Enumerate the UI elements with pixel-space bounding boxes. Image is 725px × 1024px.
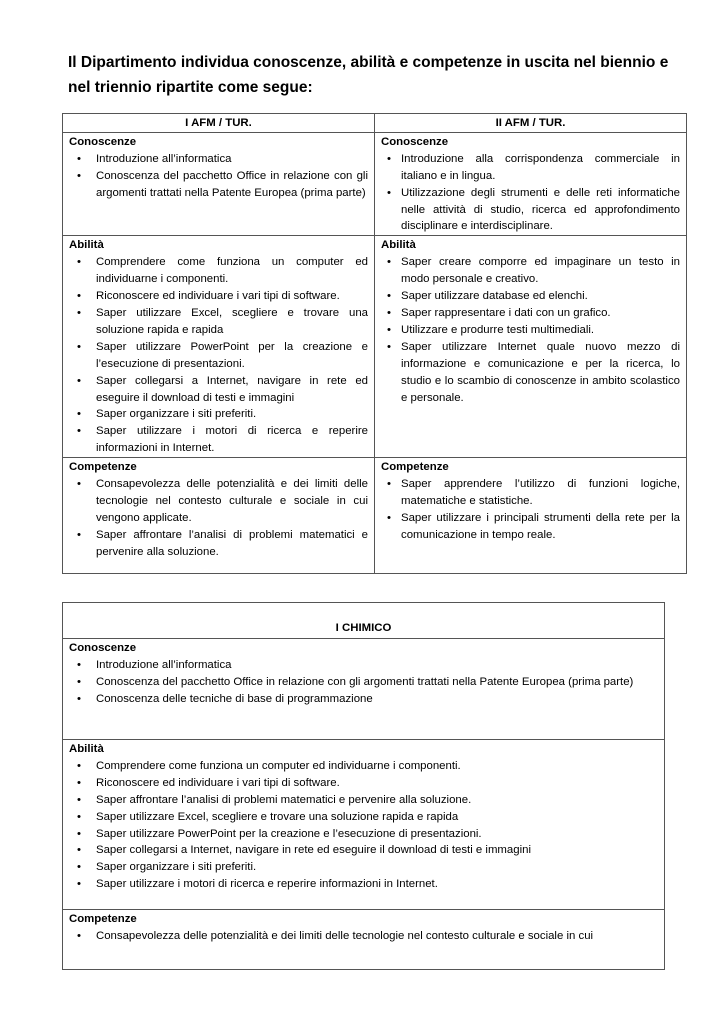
table-chimico <box>62 602 665 970</box>
cell-abilita <box>63 740 665 910</box>
list-item: • Consapevolezza delle potenzialità e dei limiti delle tecnologie nel contesto culturale e sociale in cui <box>96 928 658 945</box>
list-item: • Comprendere come funziona un computer ed individuarne i componenti. <box>96 254 368 288</box>
list-item: • Riconoscere ed individuare i vari tipi di software. <box>96 288 368 305</box>
bullet-list <box>69 657 658 708</box>
cell-col2-competenze <box>375 458 687 574</box>
section-label: Conoscenze <box>69 642 137 654</box>
list-item: • Saper utilizzare i motori di ricerca e reperire informazioni in Internet. <box>96 876 658 893</box>
list-item: • Conoscenza del pacchetto Office in relazione con gli argomenti trattati nella Patente Europea (prima parte) <box>96 168 368 202</box>
bullet-list <box>69 151 368 202</box>
cell-col1-abilita <box>63 236 375 458</box>
bullet-list <box>69 476 368 561</box>
list-item: • Conoscenza del pacchetto Office in relazione con gli argomenti trattati nella Patente Europea (prima parte) <box>96 674 658 691</box>
list-item: • Saper utilizzare Excel, scegliere e trovare una soluzione rapida e rapida <box>96 809 658 826</box>
bullet-list <box>69 928 658 945</box>
section-label: Abilità <box>69 743 104 755</box>
section-label: Competenze <box>381 461 449 474</box>
header-i-chimico: I CHIMICO <box>63 603 665 639</box>
list-item: • Riconoscere ed individuare i vari tipi di software. <box>96 775 658 792</box>
list-item: • Introduzione alla corrispondenza commerciale in italiano e in lingua. <box>401 151 680 185</box>
list-item: • Introduzione all’informatica <box>96 657 658 674</box>
page-title: Il Dipartimento individua conoscenze, abilità e competenze in uscita nel biennio e nel triennio ripartite come segue: <box>68 54 669 96</box>
list-item: • Saper creare comporre ed impaginare un testo in modo personale e creativo. <box>401 254 680 288</box>
cell-col1-competenze <box>63 458 375 574</box>
list-item: • Saper affrontare l’analisi di problemi matematici e pervenire alla soluzione. <box>96 792 658 809</box>
list-item: • Saper apprendere l’utilizzo di funzioni logiche, matematiche e statistiche. <box>401 476 680 510</box>
list-item: • Saper utilizzare PowerPoint per la creazione e l’esecuzione di presentazioni. <box>96 339 368 373</box>
header-i-afm: I AFM / TUR. <box>63 114 375 133</box>
list-item: • Saper organizzare i siti preferiti. <box>96 859 658 876</box>
bullet-list <box>381 254 680 406</box>
list-item: • Comprendere come funziona un computer ed individuarne i componenti. <box>96 758 658 775</box>
list-item: • Introduzione all’informatica <box>96 151 368 168</box>
list-item: • Saper rappresentare i dati con un grafico. <box>401 305 680 322</box>
bullet-list <box>69 758 658 893</box>
list-item: • Consapevolezza delle potenzialità e dei limiti delle tecnologie nel contesto culturale e sociale in cui vengono applicate. <box>96 476 368 527</box>
list-item: • Saper affrontare l’analisi di problemi matematici e pervenire alla soluzione. <box>96 527 368 561</box>
list-item: • Saper utilizzare Excel, scegliere e trovare una soluzione rapida e rapida <box>96 305 368 339</box>
cell-conoscenze <box>63 639 665 740</box>
cell-col1-conoscenze <box>63 132 375 235</box>
list-item: • Saper collegarsi a Internet, navigare in rete ed eseguire il download di testi e immagini <box>96 842 658 859</box>
cell-competenze <box>63 910 665 970</box>
section-label: Conoscenze <box>69 135 137 148</box>
bullet-list <box>69 254 368 457</box>
section-label: Abilità <box>381 239 416 252</box>
list-item: • Saper utilizzare i motori di ricerca e reperire informazioni in Internet. <box>96 423 368 457</box>
section-label: Abilità <box>69 239 104 252</box>
list-item: • Saper utilizzare database ed elenchi. <box>401 288 680 305</box>
header-ii-afm: II AFM / TUR. <box>375 114 687 133</box>
bullet-list <box>381 476 680 544</box>
list-item: • Saper utilizzare Internet quale nuovo mezzo di informazione e comunicazione e per la ricerca, lo studio e lo scambio di conoscenze in ambito scolastico e personale. <box>401 339 680 407</box>
section-label: Conoscenze <box>381 135 449 148</box>
list-item: • Utilizzare e produrre testi multimediali. <box>401 322 680 339</box>
list-item: • Saper organizzare i siti preferiti. <box>96 406 368 423</box>
cell-col2-conoscenze <box>375 132 687 235</box>
list-item: • Conoscenza delle tecniche di base di programmazione <box>96 691 658 708</box>
list-item: • Saper collegarsi a Internet, navigare in rete ed eseguire il download di testi e immagini <box>96 373 368 407</box>
bullet-list <box>381 151 680 236</box>
list-item: • Saper utilizzare PowerPoint per la creazione e l’esecuzione di presentazioni. <box>96 826 658 843</box>
list-item: • Saper utilizzare i principali strumenti della rete per la comunicazione in tempo reale. <box>401 510 680 544</box>
list-item: • Utilizzazione degli strumenti e delle reti informatiche nelle attività di studio, ricerca ed approfondimento disciplinare e interdisciplinare. <box>401 185 680 236</box>
cell-col2-abilita <box>375 236 687 458</box>
table-afm-tur <box>62 113 687 574</box>
section-label: Competenze <box>69 913 137 925</box>
section-label: Competenze <box>69 461 137 474</box>
